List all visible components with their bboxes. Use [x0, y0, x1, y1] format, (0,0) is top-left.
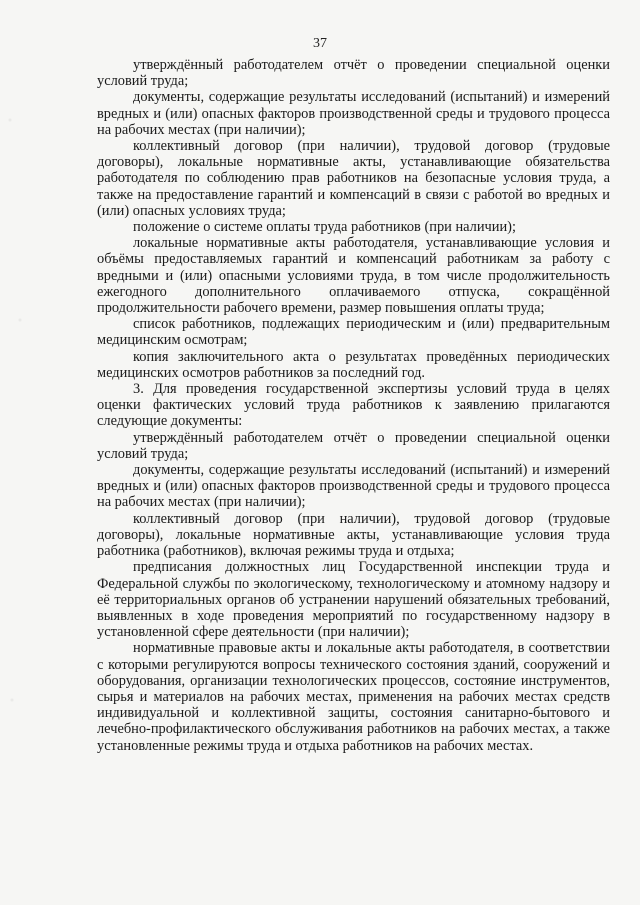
- paragraph: нормативные правовые акты и локальные акты работодателя, в соответствии с которыми регулируются вопросы технического состояния зданий, сооружений и оборудования, организации технологических процессов, состояние инструментов, сырья и материалов на рабочих местах, применения на рабочих местах средств индивидуальной и коллективной защиты, состояния санитарно-бытового и лечебно-профилактического обслуживания работников на рабочих местах, а также установленные режимы труда и отдыха работников на рабочих местах.: [97, 640, 610, 754]
- paragraph: утверждённый работодателем отчёт о проведении специальной оценки условий труда;: [97, 57, 610, 90]
- paragraph: коллективный договор (при наличии), трудовой договор (трудовые договоры), локальные нормативные акты, устанавливающие условия труда работника (работников), включая режимы труда и отдыха;: [97, 510, 610, 560]
- paragraph: список работников, подлежащих периодическим и (или) предварительным медицинским осмотрам;: [97, 316, 610, 349]
- paragraph: документы, содержащие результаты исследований (испытаний) и измерений вредных и (или) опасных факторов производственной среды и трудового процесса на рабочих местах (при наличии);: [97, 462, 610, 511]
- paragraph: коллективный договор (при наличии), трудовой договор (трудовые договоры), локальные нормативные акты, устанавливающие обязательства работодателя по соблюдению прав работников на безопасные условия труда, а также на предоставление гарантий и компенсаций в связи с работой во вредных и (или) опасных условиях труда;: [97, 138, 610, 219]
- paragraph: положение о системе оплаты труда работников (при наличии);: [133, 219, 516, 236]
- paragraph: утверждённый работодателем отчёт о проведении специальной оценки условий труда;: [97, 429, 610, 462]
- document-body: [97, 57, 610, 754]
- scan-edge-noise: [0, 0, 40, 905]
- paragraph: предписания должностных лиц Государственной инспекции труда и Федеральной службы по экологическому, технологическому и атомному надзору и её территориальных органов об устранении нарушений обязательных требований, выявленных в ходе проведения мероприятий по государственному надзору в установленной сфере деятельности (при наличии);: [97, 559, 610, 641]
- paragraph: локальные нормативные акты работодателя, устанавливающие условия и объёмы предоставляемых гарантий и компенсаций работникам за работу с вредными и (или) опасными условиями труда, в том числе продолжительность ежегодного дополнительного оплачиваемого отпуска, сокращённой продолжительности рабочего времени, размер повышения оплаты труда;: [97, 235, 610, 317]
- paragraph: копия заключительного акта о результатах проведённых периодических медицинских осмотров работников за последний год.: [97, 348, 610, 381]
- paragraph: документы, содержащие результаты исследований (испытаний) и измерений вредных и (или) опасных факторов производственной среды и трудового процесса на рабочих местах (при наличии);: [97, 89, 610, 138]
- paragraph: 3. Для проведения государственной экспертизы условий труда в целях оценки фактических условий труда работников к заявлению прилагаются следующие документы:: [97, 381, 610, 430]
- page-number: 37: [313, 36, 327, 51]
